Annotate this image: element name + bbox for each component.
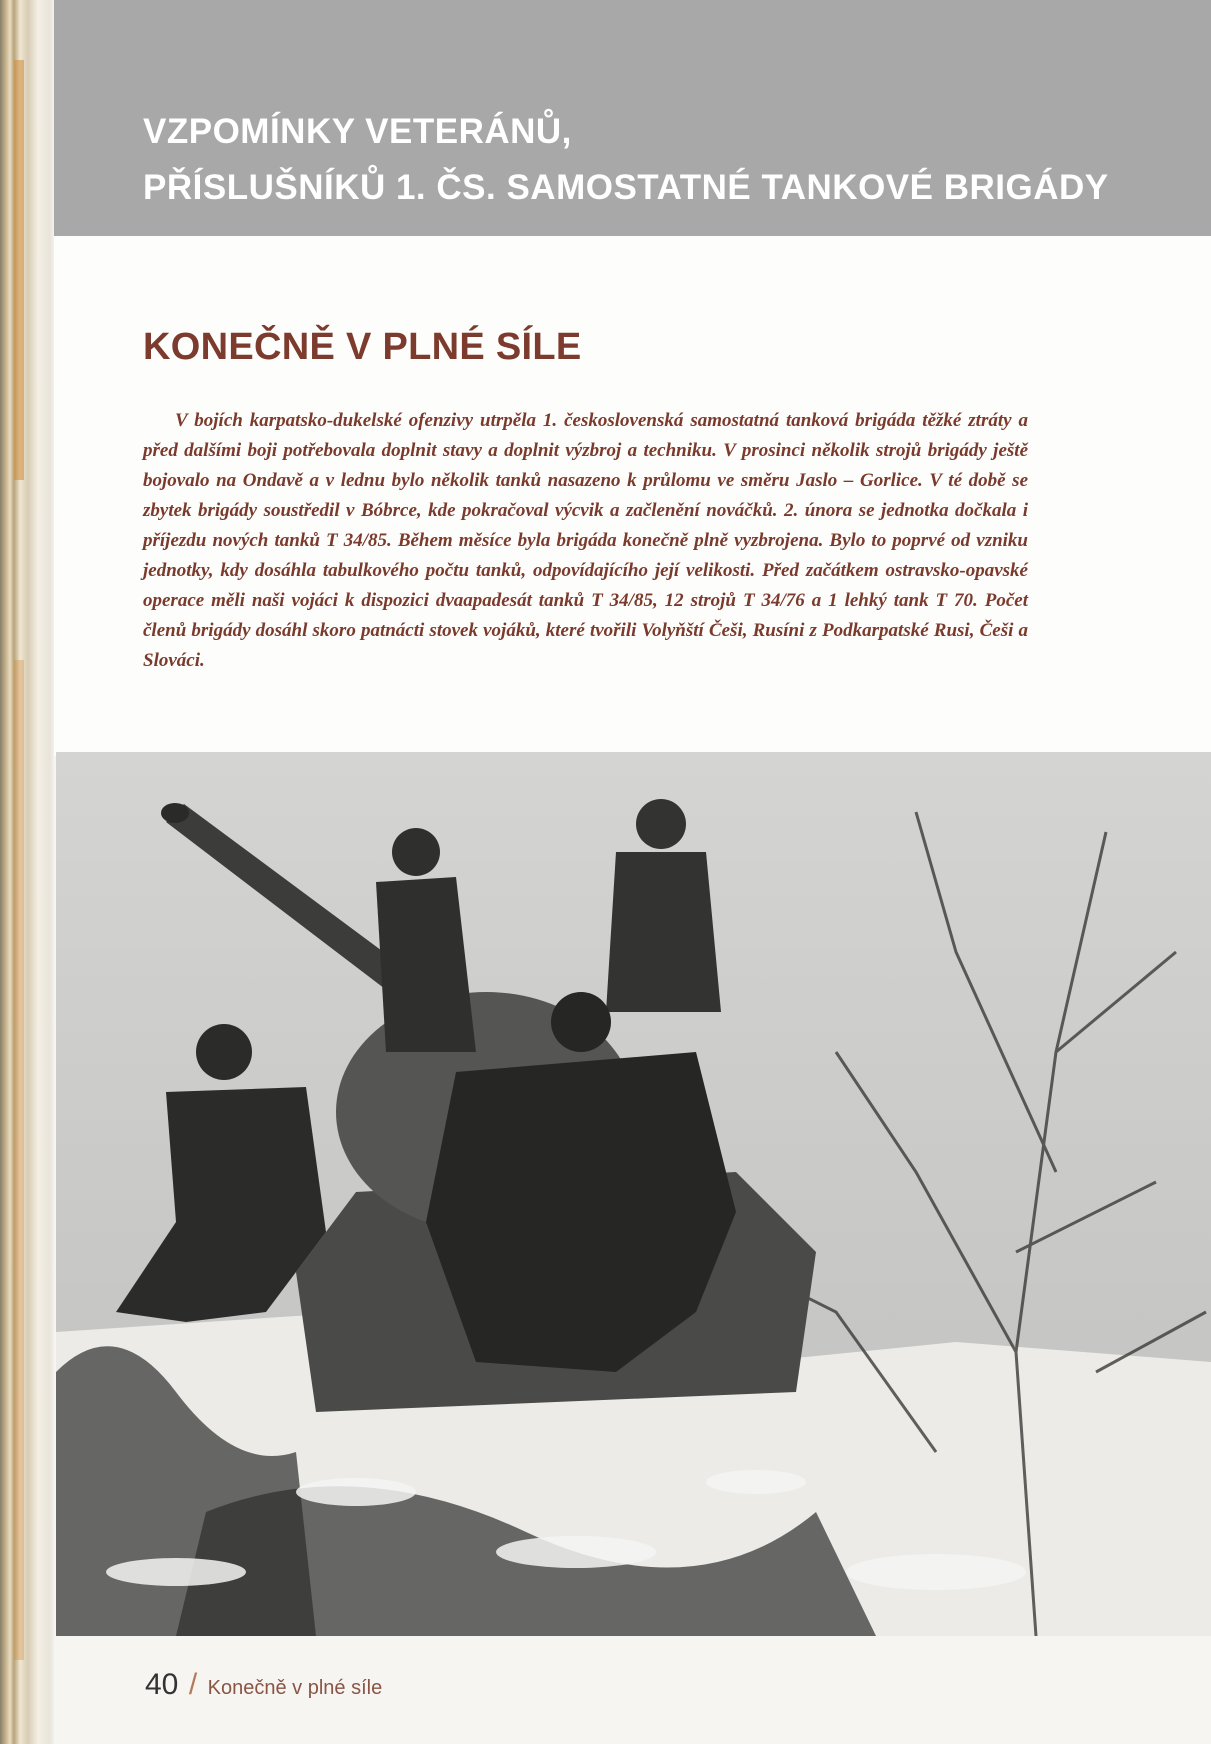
page-number: 40 [145, 1668, 179, 1701]
footer-separator: / [188, 1668, 198, 1701]
page-edge-strip [14, 660, 24, 1660]
article-title: KONEČNĚ V PLNÉ SÍLE [143, 326, 582, 368]
page-edge-strip [14, 60, 24, 480]
header-title-line-2: PŘÍSLUŠNÍKŮ 1. ČS. SAMOSTATNÉ TANKOVÉ BRIGÁDY [143, 168, 1109, 207]
header-title-line-1: VZPOMÍNKY VETERÁNŮ, [143, 112, 572, 151]
running-title: Konečně v plné síle [207, 1677, 383, 1699]
section-header-title [143, 104, 1183, 216]
page-footer [145, 1668, 382, 1702]
book-spine-edge [0, 0, 54, 1744]
article-body: V bojích karpatsko-dukelské ofenzivy utrpěla 1. československá samostatná tanková brigáda těžké ztráty a před dalšími boji potřebovala doplnit stavy a doplnit výzbroj a techniku. V prosinci několik strojů brigády ještě bojovalo na Ondavě a v lednu bylo několik tanků nasazeno k průlomu ve směru Jaslo – Gorlice. V té době se zbytek brigády soustředil v Bóbrce, kde pokračoval výcvik a začlenění nováčků. 2. února se jednotka dočkala i příjezdu nových tanků T 34/85. Během měsíce byla brigáda konečně plně vyzbrojena. Bylo to poprvé od vzniku jednotky, kdy dosáhla tabulkového počtu tanků, odpovídajícího její velikosti. Před začátkem ostravsko-opavské operace měli naši vojáci k dispozici dvaapadesát tanků T 34/85, 12 strojů T 34/76 a 1 lehký tank T 70. Počet členů brigády dosáhl skoro patnácti stovek vojáků, které tvořili Volyňští Češi, Rusíni z Podkarpatské Rusi, Češi a Slováci. [143, 410, 1028, 671]
photograph-tank-crew-icon [56, 752, 1211, 1636]
